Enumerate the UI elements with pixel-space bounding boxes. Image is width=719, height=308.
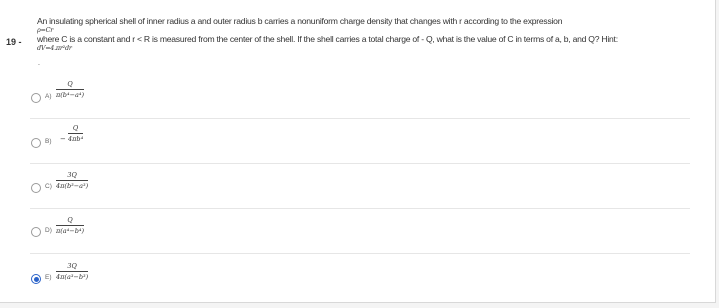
trailing-dot: .	[38, 60, 40, 67]
radio-option-c[interactable]	[31, 183, 41, 193]
option-d-letter: D)	[45, 227, 52, 234]
option-b-letter: B)	[45, 138, 52, 145]
question-text	[37, 16, 713, 52]
option-b-numerator: Q	[72, 124, 79, 132]
radio-option-a[interactable]	[31, 93, 41, 103]
option-divider	[30, 253, 690, 254]
option-a[interactable]	[30, 78, 690, 122]
option-d[interactable]	[30, 212, 690, 256]
fraction-bar	[56, 89, 84, 90]
negative-sign: −	[60, 135, 66, 143]
option-e-fraction	[56, 262, 88, 281]
radio-option-e[interactable]	[31, 274, 41, 284]
option-c-denominator: 4π(b³−a³)	[56, 182, 89, 190]
fraction-bar	[68, 133, 83, 134]
fraction-bar	[56, 271, 88, 272]
radio-option-b[interactable]	[31, 138, 41, 148]
option-c-fraction	[56, 171, 88, 190]
option-e-letter: E)	[45, 274, 52, 281]
option-d-denominator: π(a⁴−b⁴)	[56, 227, 85, 235]
option-c[interactable]	[30, 167, 690, 211]
radio-option-d[interactable]	[31, 227, 41, 237]
option-e[interactable]	[30, 257, 690, 301]
option-a-fraction	[56, 80, 84, 99]
hint-expression: dV=4.πr²dr	[37, 44, 72, 52]
question-intro: An insulating spherical shell of inner radius a and outer radius b carries a nonuniform charge density that changes with r according to the expression	[37, 16, 563, 26]
option-d-numerator: Q	[67, 216, 73, 224]
option-divider	[30, 208, 690, 209]
option-e-denominator: 4π(a³−b³)	[56, 273, 89, 281]
option-e-numerator: 3Q	[67, 262, 77, 270]
fraction-bar	[56, 180, 88, 181]
option-a-numerator: Q	[67, 80, 73, 88]
option-a-denominator: π(b⁴−a⁴)	[56, 91, 85, 99]
option-a-letter: A)	[45, 93, 52, 100]
density-expression: ρ=Cr	[37, 26, 54, 34]
question-body: where C is a constant and r < R is measured from the center of the shell. If the shell carries a total charge of - Q, what is the value of C in terms of a, b, and Q? Hint:	[37, 34, 618, 44]
option-b-fraction	[68, 124, 83, 143]
option-d-fraction	[56, 216, 84, 235]
option-divider	[30, 118, 690, 119]
option-divider	[30, 163, 690, 164]
fraction-bar	[56, 225, 84, 226]
option-b[interactable]	[30, 122, 690, 166]
option-c-letter: C)	[45, 183, 52, 190]
option-b-denominator: 4πb⁴	[68, 135, 84, 143]
option-c-numerator: 3Q	[67, 171, 77, 179]
question-number: 19 -	[6, 37, 22, 47]
